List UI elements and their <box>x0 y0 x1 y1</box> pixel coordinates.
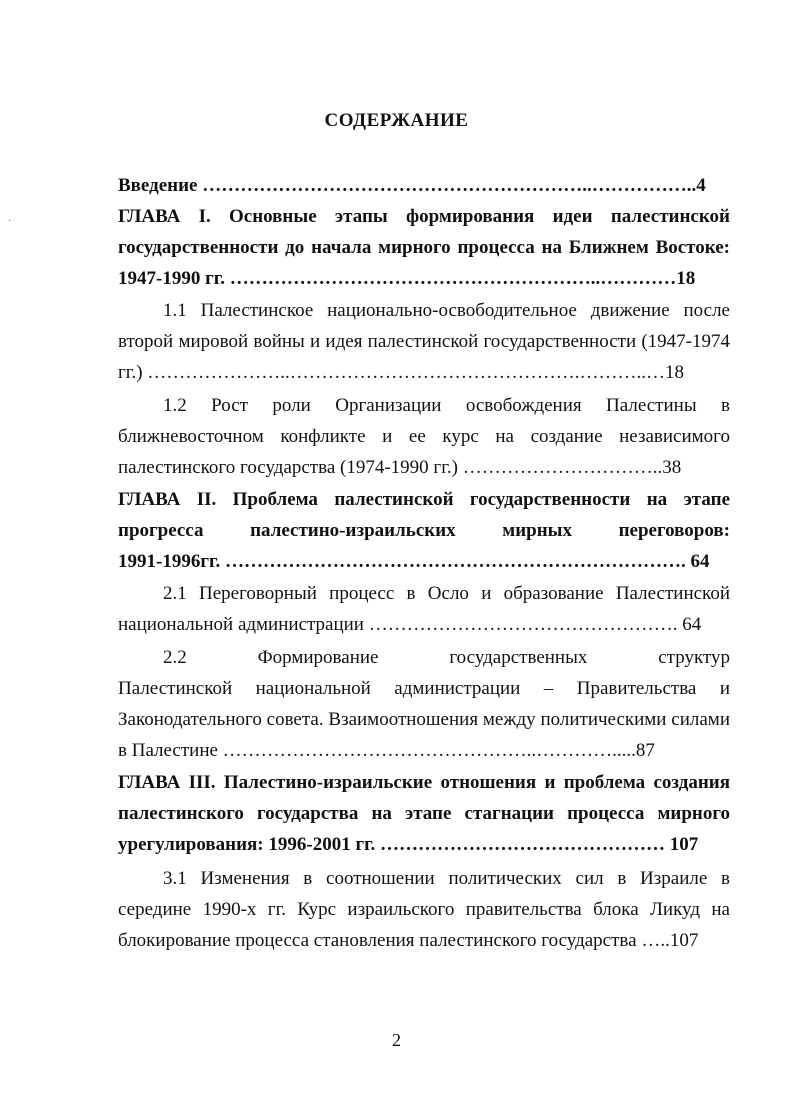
toc-section-1-1-line-2: второй мировой войны и идея палестинской государственности (1947-1974 <box>118 331 730 352</box>
toc-chapter-2-line-1: ГЛАВА II. Проблема палестинской государственности на этапе <box>118 489 730 510</box>
toc-chapter-1-line-2: государственности до начала мирного процесса на Ближнем Востоке: <box>118 237 730 258</box>
page-title: СОДЕРЖАНИЕ <box>324 110 469 131</box>
toc-chapter-2-line-3: 1991-1996гг. ………………………………………………………………. 64 <box>118 551 710 572</box>
toc-section-2-2-line-3: Законодательного совета. Взаимоотношения между политическими силами <box>118 709 730 730</box>
toc-chapter-3-line-1: ГЛАВА III. Палестино-израильские отношения и проблема создания <box>118 772 730 793</box>
scan-speck: · <box>8 216 12 227</box>
toc-section-2-2-line-1: 2.2 Формирование государственных структур <box>163 647 730 668</box>
toc-section-3-1-line-1: 3.1 Изменения в соотношении политических сил в Израиле в <box>163 868 730 889</box>
toc-section-3-1-line-2: середине 1990-х гг. Курс израильского правительства блока Ликуд на <box>118 899 730 920</box>
toc-section-2-1-line-2: национальной администрации …………………………………………. 64 <box>118 614 702 635</box>
toc-section-1-1-line-3: гг.) …………………..……………………………………….………..…18 <box>118 362 685 383</box>
toc-chapter-2-line-2: прогресса палестино-израильских мирных переговоров: <box>118 520 730 541</box>
toc-entry-introduction: Введение ……………………………………………………..……………..4 <box>118 175 706 196</box>
toc-chapter-3-line-2: палестинского государства на этапе стагнации процесса мирного <box>118 803 730 824</box>
toc-chapter-3-line-3: урегулирования: 1996-2001 гг. ……………………………………… 107 <box>118 834 699 855</box>
toc-section-2-2-line-2: Палестинской национальной администрации – Правительства и <box>118 678 730 699</box>
toc-section-1-2-line-1: 1.2 Рост роли Организации освобождения Палестины в <box>163 395 730 416</box>
toc-section-1-1-line-1: 1.1 Палестинское национально-освободительное движение после <box>163 300 730 321</box>
toc-section-1-2-line-2: ближневосточном конфликте и ее курс на создание независимого <box>118 426 730 447</box>
toc-section-3-1-line-3: блокирование процесса становления палестинского государства …..107 <box>118 930 699 951</box>
toc-chapter-1-line-1: ГЛАВА I. Основные этапы формирования идеи палестинской <box>118 206 730 227</box>
page-number: 2 <box>392 1030 401 1050</box>
toc-section-2-1-line-1: 2.1 Переговорный процесс в Осло и образование Палестинской <box>163 583 730 604</box>
toc-section-2-2-line-4: в Палестине …………………………………………..………….....87 <box>118 740 655 761</box>
toc-section-1-2-line-3: палестинского государства (1974-1990 гг.) …………………………..38 <box>118 457 682 478</box>
toc-chapter-1-line-3: 1947-1990 гг. …………………………………………………..…………18 <box>118 268 696 289</box>
